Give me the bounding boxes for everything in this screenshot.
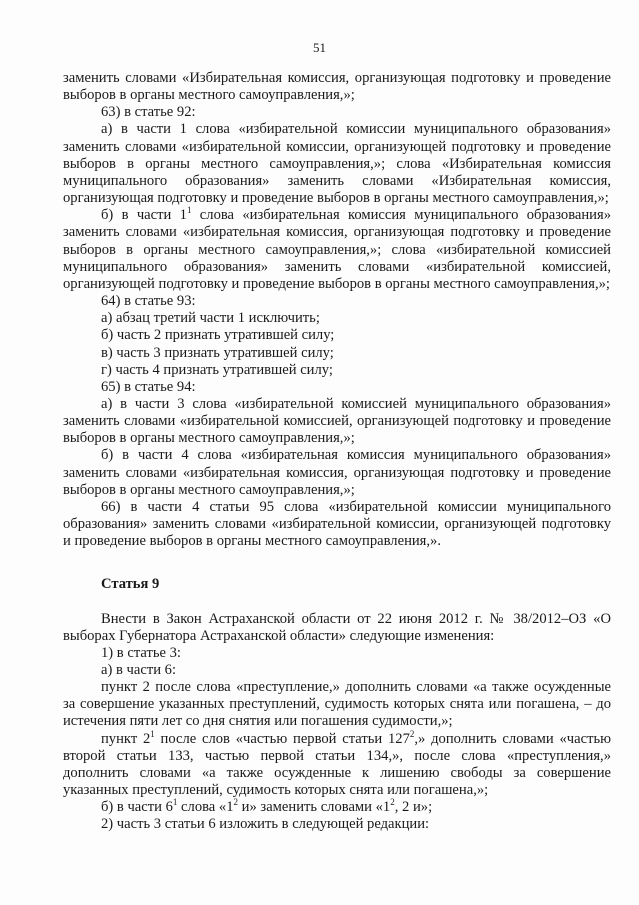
list-item: а) абзац третий части 1 исключить; [101,310,320,327]
text-fragment: и» заменить словами «1 [238,799,391,816]
text-fragment: после слов «частью первой статьи 127 [154,730,410,747]
superscript: 1 [150,728,155,739]
list-item: 2) часть 3 статьи 6 изложить в следующей редакции: [101,816,430,833]
text-fragment: б) в части 1 [101,207,187,224]
superscript: 1 [172,797,178,808]
article-heading: Статья 9 [101,576,160,593]
paragraph: заменить словами «Избирательная комиссия, организующая подготовку и проведение выборов в органы местного самоуправления,»; [63,70,611,104]
list-item: 64) в статье 93: [101,293,196,310]
document-body [63,70,611,834]
text-fragment: слова «1 [177,799,234,816]
paragraph [63,728,612,800]
text-fragment: пункт 2 [101,730,151,747]
superscript: 1 [186,205,192,216]
page-number: 51 [313,40,326,55]
superscript: 2 [233,797,239,808]
list-item: в) часть 3 признать утратившей силу; [101,344,334,361]
list-item: 63) в статье 92: [101,104,196,121]
paragraph: а) в части 1 слова «избирательной комиссии муниципального образования» заменить словами «избирательной комиссии, организующей подготовку и проведение выборов в органы местного самоуправления,»; слова «Избирательная комиссия муниципального образования» заменить словами «Избирательная комиссия, организующая подготовку и проведение выборов в органы местного самоуправления,»; [63,121,611,207]
paragraph [63,207,611,293]
list-item: 65) в статье 94: [101,378,196,395]
superscript: 2 [409,728,415,739]
text-fragment: слова «избирательная комиссия муниципального образования» заменить словами «избирательная комиссия, организующая подготовку и проведение выборов в органы местного самоуправления,»; слова «избирательной комиссией муниципального образования» заменить словами «избирательной комиссией, организующей подготовку и проведение выборов в органы местного самоуправления,»; [63,207,611,292]
paragraph: а) в части 3 слова «избирательной комиссией муниципального образования» заменить словами «избирательной комиссией, организующей подготовку и проведение выборов в органы местного самоуправления,»; [63,395,611,447]
text-fragment: ,» дополнить словами «частью второй статьи 133, частью первой статьи 134,», после слова «преступления,» дополнить словами «а также осужденные к лишению свободы за совершение указанных преступлений, судимость которых снята или погашена,»; [63,730,612,799]
list-item: 1) в статье 3: [101,644,181,661]
paragraph: б) в части 4 слова «избирательная комиссия муниципального образования» заменить словами «избирательная комиссия, организующая подготовку и проведение выборов в органы местного самоуправления,»; [63,447,611,498]
list-item: а) в части 6: [101,662,177,678]
text-fragment: , 2 и»; [394,799,433,816]
paragraph: 66) в части 4 статьи 95 слова «избирательной комиссии муниципального образования» заменить словами «избирательной комиссии, организующей подготовку и проведение выборов в органы местного самоуправления,». [63,498,611,550]
paragraph: Внести в Закон Астраханской области от 22 июня 2012 г. № 38/2012–ОЗ «О выборах Губернатора Астраханской области» следующие изменения: [63,610,611,644]
list-item: г) часть 4 признать утратившей силу; [101,361,333,378]
list-item: б) часть 2 признать утратившей силу; [101,327,335,344]
superscript: 2 [390,797,395,808]
text-fragment: б) в части 6 [101,799,173,816]
paragraph: пункт 2 после слова «преступление,» дополнить словами «а также осужденные за совершение указанных преступлений, судимость которых снята или погашена, – до истечения пяти лет со дня снятия или погашения судимости,»; [63,679,611,730]
paragraph [63,799,611,816]
